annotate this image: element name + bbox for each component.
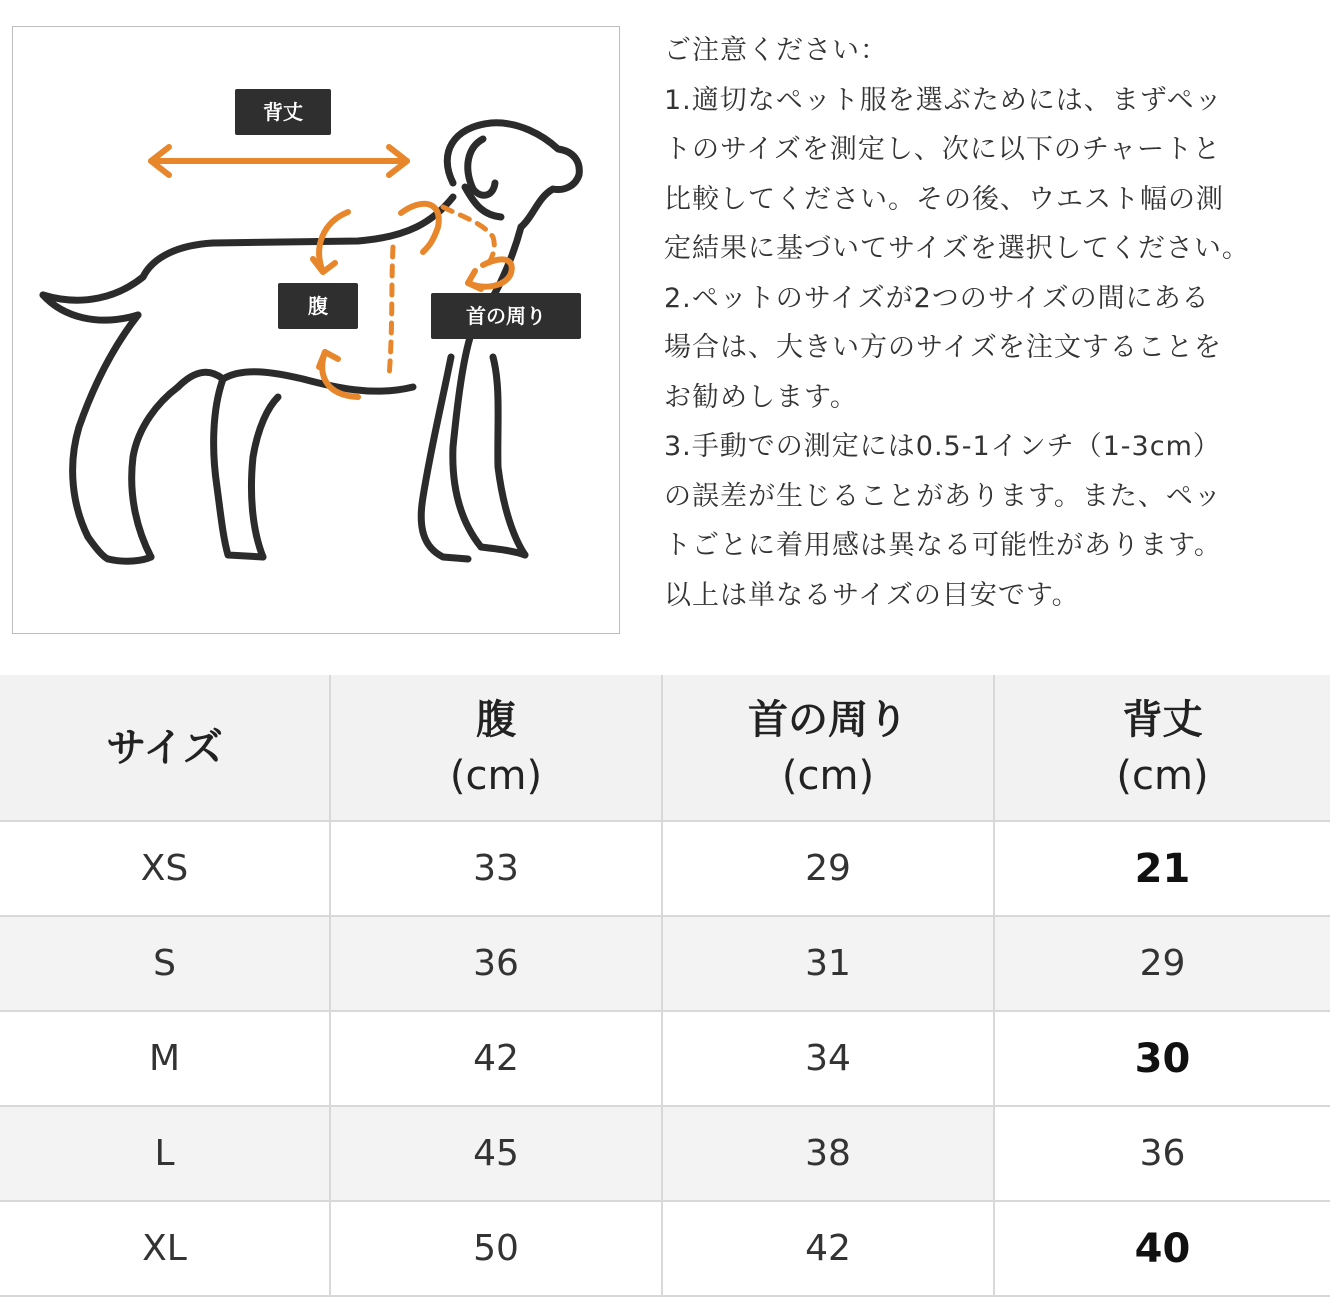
dog-measurement-diagram: [12, 26, 620, 634]
size-notes: [664, 26, 1330, 620]
table-row: [0, 1011, 1330, 1106]
belly-cell: 45: [330, 1106, 662, 1201]
neck-cell: 38: [662, 1106, 994, 1201]
header-size: サイズ: [0, 675, 330, 821]
notes-line: お勧めします。: [664, 381, 858, 413]
notes-line: 1.適切なペット服を選ぶためには、まずペッ: [664, 84, 1223, 116]
back-length-label: 背丈: [235, 89, 331, 135]
belly-cell: 50: [330, 1201, 662, 1296]
header-belly: 腹 (cm): [330, 675, 662, 821]
neck-cell: 31: [662, 916, 994, 1011]
size-cell: XL: [0, 1201, 330, 1296]
size-cell: S: [0, 916, 330, 1011]
notes-line: 比較してください。その後、ウエスト幅の測: [664, 183, 1224, 215]
notes-line: 2.ペットのサイズが2つのサイズの間にある: [664, 282, 1210, 314]
notes-line: ご注意ください：: [664, 35, 888, 66]
notes-line: 以上は単なるサイズの目安です。: [664, 579, 1080, 611]
neck-label: 首の周り: [431, 293, 581, 339]
size-cell: M: [0, 1011, 330, 1106]
belly-cell: 36: [330, 916, 662, 1011]
notes-line: の誤差が生じることがあります。また、ペッ: [664, 480, 1222, 512]
notes-line: 場合は、大きい方のサイズを注文することを: [664, 332, 1222, 363]
back-length-cell: 21: [994, 821, 1330, 916]
back-length-cell: 36: [994, 1106, 1330, 1201]
back-length-cell: 29: [994, 916, 1330, 1011]
notes-line: 3.手動での測定には0.5-1インチ（1-3cm）: [664, 431, 1221, 462]
notes-line: トごとに着用感は異なる可能性があります。: [664, 530, 1222, 561]
header-back-length: 背丈 (cm): [994, 675, 1330, 821]
table-row: [0, 821, 1330, 916]
back-length-cell: 30: [994, 1011, 1330, 1106]
table-header-row: [0, 675, 1330, 821]
table-row: [0, 1106, 1330, 1201]
belly-cell: 42: [330, 1011, 662, 1106]
neck-cell: 29: [662, 821, 994, 916]
header-neck: 首の周り (cm): [662, 675, 994, 821]
back-length-cell: 40: [994, 1201, 1330, 1296]
neck-cell: 34: [662, 1011, 994, 1106]
size-cell: XS: [0, 821, 330, 916]
table-row: [0, 916, 1330, 1011]
size-cell: L: [0, 1106, 330, 1201]
notes-line: 定結果に基づいてサイズを選択してください。: [664, 233, 1250, 264]
belly-label: 腹: [278, 283, 358, 329]
notes-line: トのサイズを測定し、次に以下のチャートと: [664, 134, 1222, 165]
belly-cell: 33: [330, 821, 662, 916]
table-row: [0, 1201, 1330, 1296]
neck-cell: 42: [662, 1201, 994, 1296]
size-chart-table: [0, 675, 1330, 1297]
